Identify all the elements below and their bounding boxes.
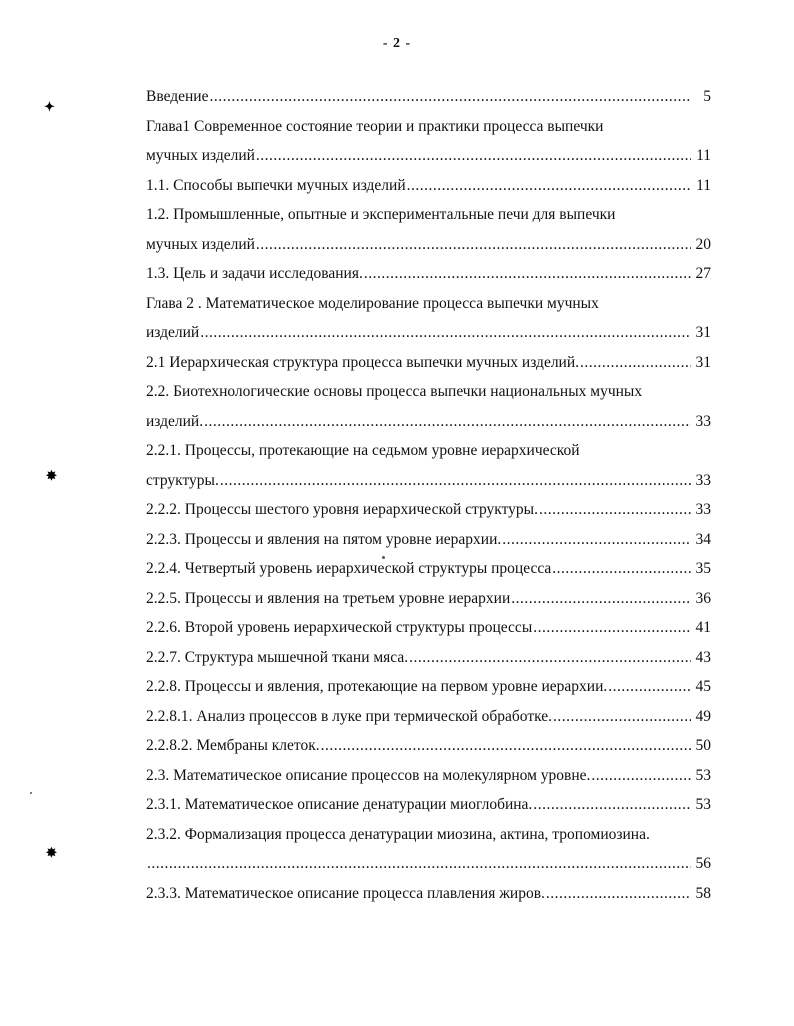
toc-page-number: 33 <box>695 501 711 518</box>
toc-leader-dots <box>591 761 691 791</box>
toc-entry <box>146 200 711 259</box>
toc-page-number: 11 <box>696 176 711 194</box>
scan-speck <box>30 792 32 794</box>
toc-entry <box>146 348 711 378</box>
toc-entry <box>146 761 711 791</box>
toc-page-number: 58 <box>695 884 711 902</box>
toc-page-number: 53 <box>695 796 711 813</box>
toc-line-with-page <box>146 348 711 378</box>
toc-entry <box>146 879 711 909</box>
toc-leader-dots <box>256 141 691 171</box>
toc-entry <box>146 495 711 525</box>
toc-page-number: 34 <box>695 530 711 548</box>
toc-entry-title: мучных изделий <box>146 147 255 164</box>
toc-entry <box>146 643 711 673</box>
toc-entry-title: 2.3.3. Математическое описание процесса плавления жиров. <box>146 884 545 902</box>
toc-page-number: 56 <box>695 855 711 872</box>
toc-entry-title: мучных изделий <box>146 235 255 253</box>
toc-entry <box>146 525 711 555</box>
toc-leader-dots <box>256 230 691 260</box>
toc-entry-title: 2.2.5. Процессы и явления на третьем уровне иерархии <box>146 589 511 607</box>
toc-entry-title: структуры. <box>146 471 219 489</box>
toc-entry-title: 2.3.1. Математическое описание денатурации миоглобина. <box>146 796 533 813</box>
toc-entry-title: 2.1 Иерархическая структура процесса выпечки мучных изделий. <box>146 353 580 371</box>
toc-line-with-page <box>146 731 711 761</box>
toc-entry <box>146 584 711 614</box>
toc-line-with-page <box>146 584 711 614</box>
toc-leader-dots <box>580 348 691 378</box>
toc-line-with-page <box>146 230 711 260</box>
toc-entry <box>146 377 711 436</box>
toc-page-number: 33 <box>695 471 711 489</box>
toc-entry <box>146 171 711 201</box>
scan-mark: ✸ <box>46 468 57 483</box>
toc-leader-dots <box>321 731 691 761</box>
toc-entry-title: Глава1 Современное состояние теории и практики процесса выпечки <box>146 117 604 135</box>
toc-line-with-page <box>146 790 711 820</box>
toc-page-number: 31 <box>695 324 711 341</box>
toc-entry <box>146 289 711 348</box>
toc-line-with-page <box>146 761 711 791</box>
toc-leader-dots <box>608 672 691 702</box>
toc-entry-title: изделий. <box>146 412 204 430</box>
toc-leader-dots <box>533 613 691 643</box>
toc-entry <box>146 702 711 732</box>
toc-entry <box>146 82 711 112</box>
toc-entry-title: изделий <box>146 324 200 341</box>
toc-leader-dots <box>553 702 691 732</box>
toc-leader-dots <box>502 525 691 555</box>
toc-page-number: 49 <box>695 707 711 725</box>
page-number: - 2 - <box>382 36 412 51</box>
toc-line-with-page <box>146 407 711 437</box>
toc-entry-title: 2.2.8.2. Мембраны клеток. <box>146 737 320 754</box>
scan-mark: ✸ <box>46 845 57 860</box>
toc-leader-dots <box>409 643 691 673</box>
toc-entry <box>146 112 711 171</box>
toc-entry <box>146 820 711 879</box>
toc-page-number: 45 <box>695 678 711 695</box>
toc-entry-title: 2.2.3. Процессы и явления на пятом уровне иерархии. <box>146 530 502 548</box>
toc-entry-title: 2.2.6. Второй уровень иерархической структуры процессы <box>146 619 533 636</box>
toc-entry <box>146 554 711 584</box>
toc-line-with-page <box>146 495 711 525</box>
scan-mark: ✦ <box>44 99 55 114</box>
toc-line-with-page <box>146 318 711 348</box>
toc-leader-dots <box>539 495 691 525</box>
toc-leader-dots <box>407 171 691 201</box>
toc-line-with-page <box>146 525 711 555</box>
toc-page-number: 20 <box>695 235 711 253</box>
toc-page-number: 11 <box>696 147 711 164</box>
toc-line-with-page <box>146 702 711 732</box>
toc-entry-title: 2.2.8.1. Анализ процессов в луке при термической обработке. <box>146 707 553 725</box>
table-of-contents <box>146 82 711 908</box>
toc-leader-dots <box>552 554 691 584</box>
toc-line-with-page <box>146 466 711 496</box>
toc-entry-title: 2.2.8. Процессы и явления, протекающие на первом уровне иерархии. <box>146 678 608 695</box>
toc-page-number: 5 <box>703 88 711 105</box>
toc-line-with-page <box>146 613 711 643</box>
toc-line-with-page <box>146 259 711 289</box>
toc-entry-title: 2.2.7. Структура мышечной ткани мяса. <box>146 648 409 666</box>
toc-leader-dots <box>533 790 691 820</box>
toc-leader-dots <box>546 879 691 909</box>
scan-speck <box>382 556 385 559</box>
toc-entry-title: 2.2. Биотехнологические основы процесса выпечки национальных мучных <box>146 383 643 400</box>
toc-line-with-page <box>146 141 711 171</box>
toc-entry <box>146 436 711 495</box>
toc-page-number: 43 <box>695 648 711 666</box>
toc-entry-title: 1.3. Цель и задачи исследования. <box>146 265 363 282</box>
toc-page-number: 41 <box>695 619 711 636</box>
toc-line-with-page <box>146 849 711 879</box>
toc-line-with-page <box>146 672 711 702</box>
toc-entry-title: 2.3. Математическое описание процессов на молекулярном уровне. <box>146 766 591 784</box>
toc-entry-title: 2.2.4. Четвертый уровень иерархической структуры процесса <box>146 560 552 577</box>
toc-entry-title: Введение <box>146 88 209 105</box>
toc-leader-dots <box>204 407 691 437</box>
toc-page-number: 50 <box>695 737 711 754</box>
toc-page-number: 33 <box>695 412 711 430</box>
toc-line-with-page <box>146 879 711 909</box>
toc-leader-dots <box>220 466 691 496</box>
toc-line-with-page <box>146 82 711 112</box>
toc-entry <box>146 790 711 820</box>
toc-entry <box>146 613 711 643</box>
toc-page-number: 35 <box>695 560 711 577</box>
toc-page-number: 27 <box>695 265 711 282</box>
toc-entry-title: 2.2.2. Процессы шестого уровня иерархической структуры. <box>146 501 538 518</box>
toc-leader-dots <box>200 318 691 348</box>
toc-entry <box>146 672 711 702</box>
toc-leader-dots <box>147 849 691 879</box>
toc-entry-title: 2.2.1. Процессы, протекающие на седьмом уровне иерархической <box>146 442 580 459</box>
toc-entry <box>146 731 711 761</box>
toc-page-number: 53 <box>695 766 711 784</box>
toc-line-with-page <box>146 643 711 673</box>
toc-entry <box>146 259 711 289</box>
toc-entry-title: 1.1. Способы выпечки мучных изделий <box>146 176 406 194</box>
toc-leader-dots <box>511 584 691 614</box>
toc-leader-dots <box>364 259 691 289</box>
toc-entry-title: Глава 2 . Математическое моделирование процесса выпечки мучных <box>146 294 599 312</box>
toc-page-number: 31 <box>695 353 711 371</box>
toc-entry-title: 2.3.2. Формализация процесса денатурации миозина, актина, тропомиозина. <box>146 825 650 843</box>
toc-line-with-page <box>146 171 711 201</box>
toc-leader-dots <box>209 82 691 112</box>
toc-entry-title: 1.2. Промышленные, опытные и экспериментальные печи для выпечки <box>146 206 616 223</box>
toc-line-with-page <box>146 554 711 584</box>
toc-page-number: 36 <box>695 589 711 607</box>
